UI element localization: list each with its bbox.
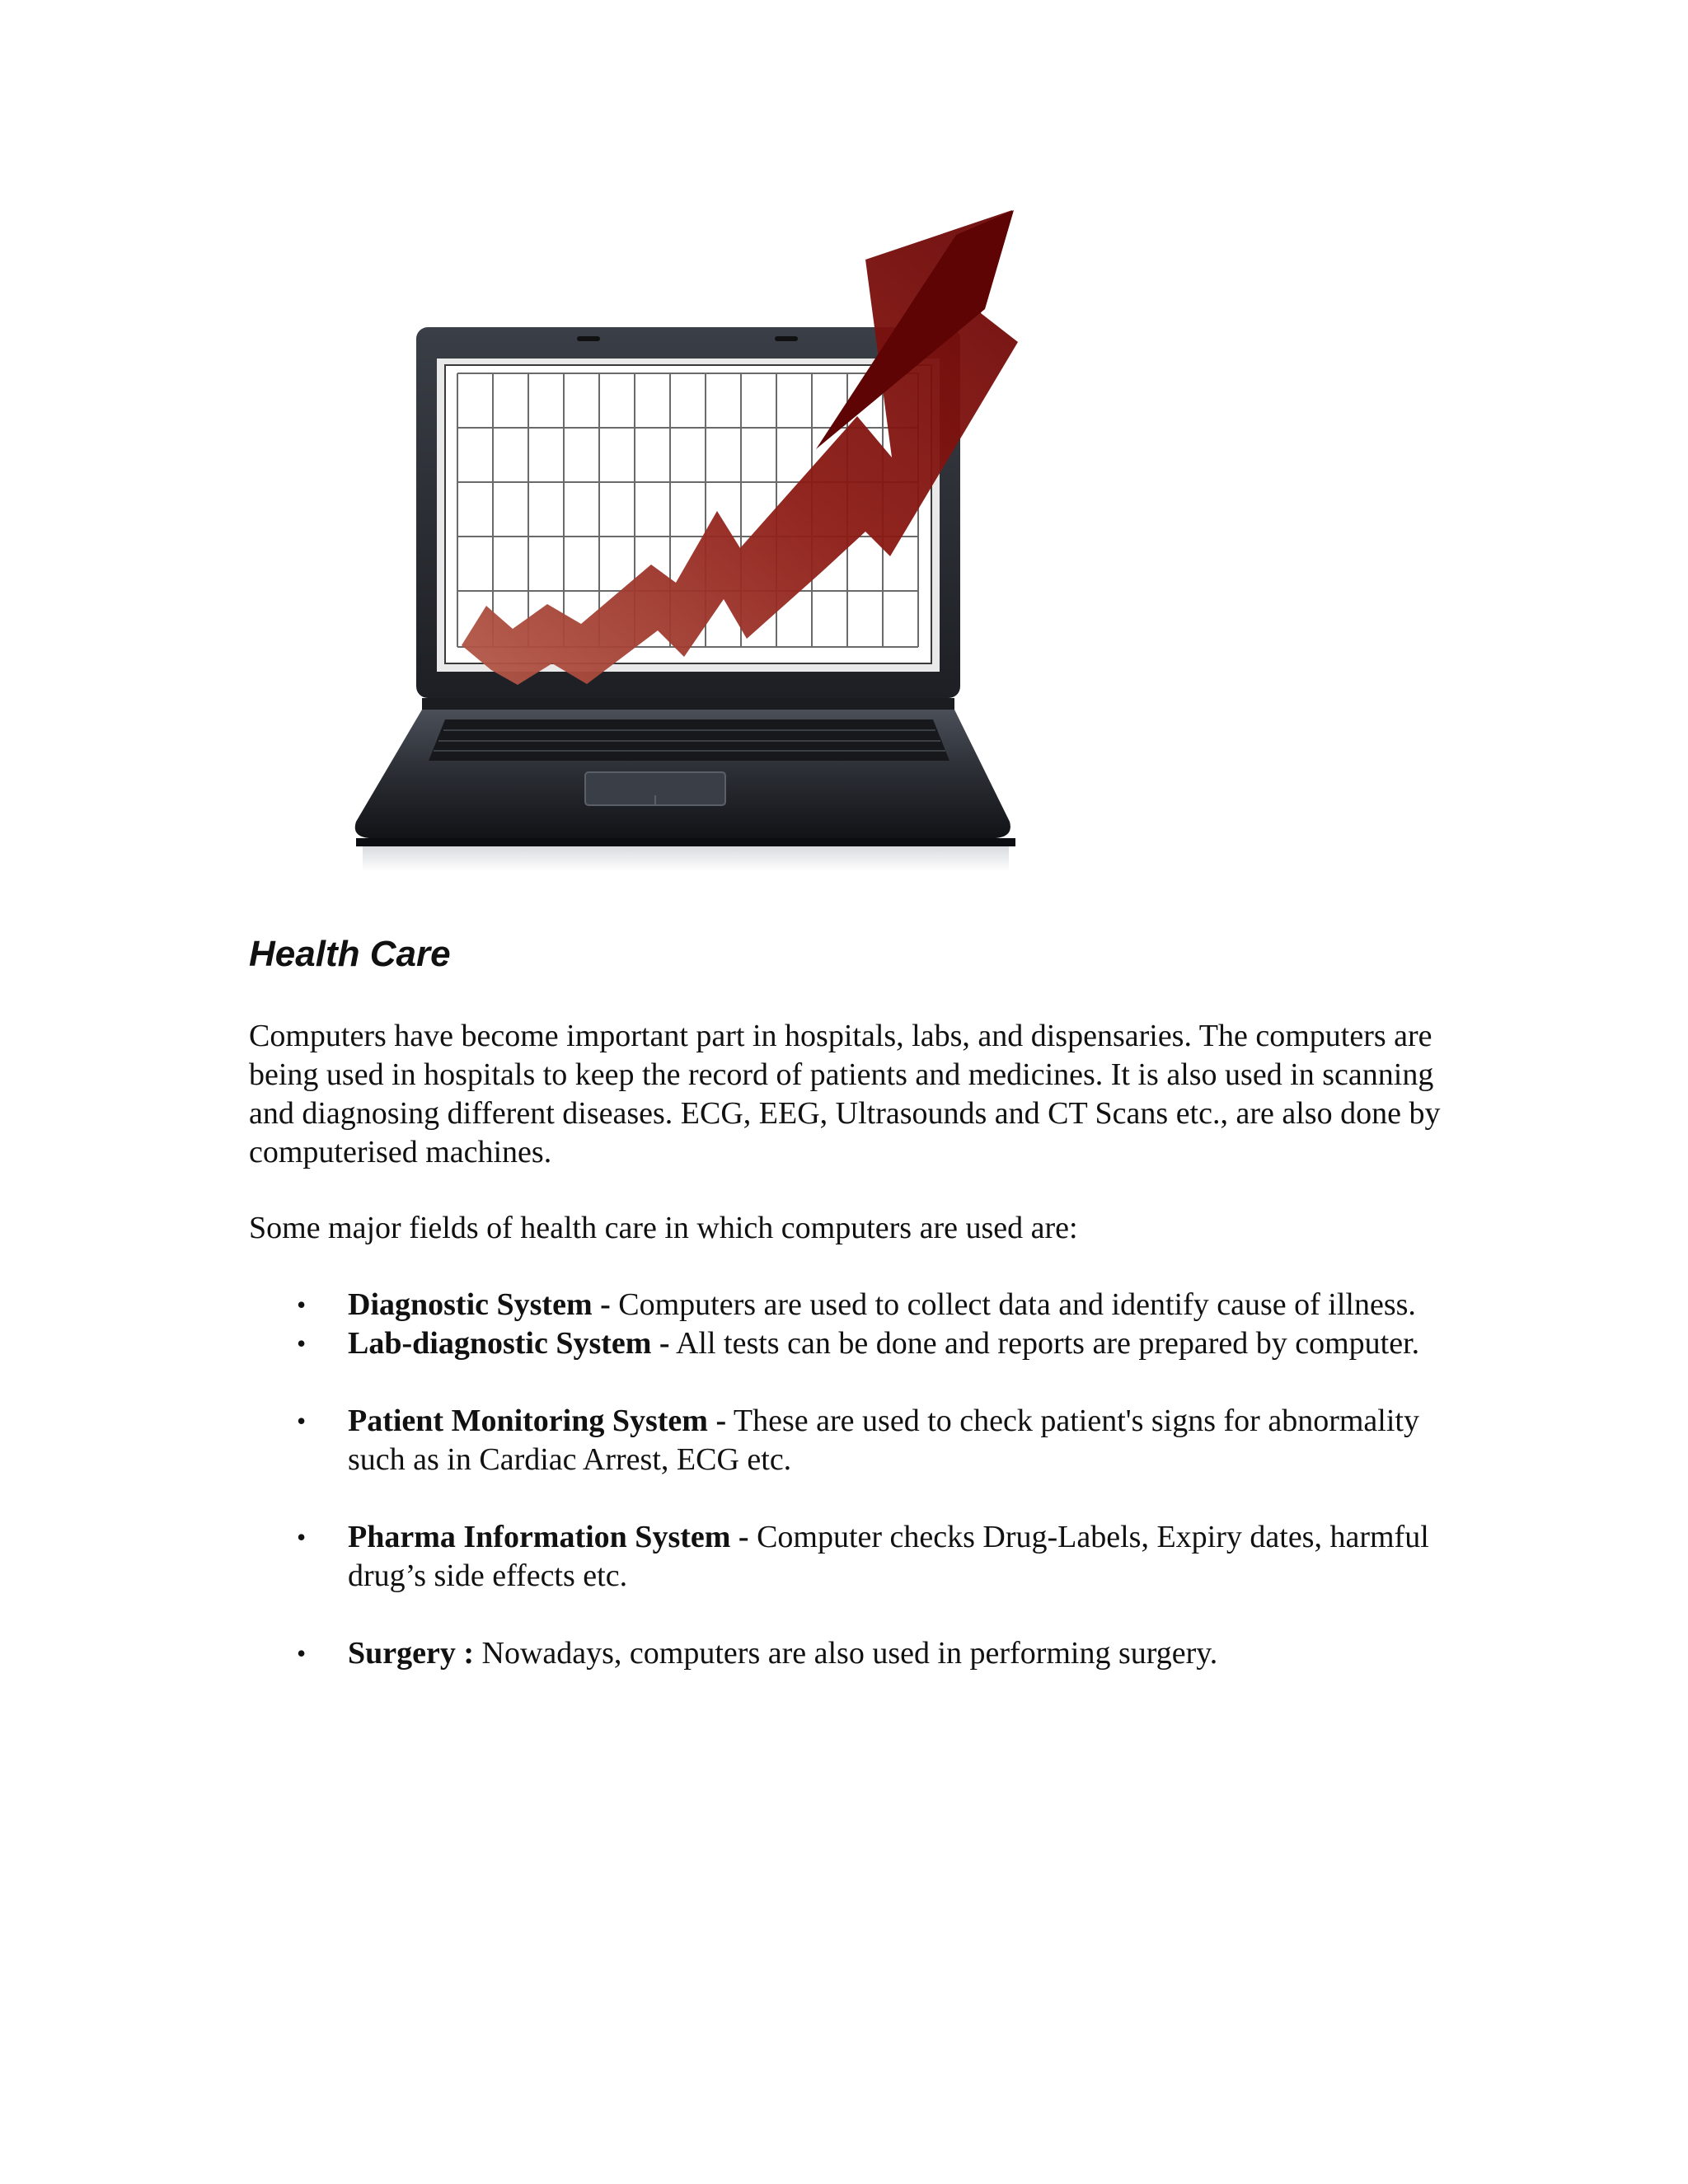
- field-name: Patient Monitoring System -: [348, 1404, 727, 1438]
- laptop-rising-chart-illustration: [330, 202, 1146, 886]
- laptop-chart-icon: [330, 202, 1146, 886]
- intro-paragraph: Computers have become important part in hospitals, labs, and dispensaries. The computers are being used in hospitals to keep the record of patients and medicines. It is also used in scanning and diagnosing different diseases. ECG, EEG, Ultrasounds and CT Scans etc., are also done by computerised machines.: [249, 1019, 1441, 1169]
- bullet-icon: •: [297, 1290, 307, 1319]
- bullet-icon: •: [297, 1329, 307, 1358]
- field-description: These are used to check patient's signs for abnormality such as in Cardiac Arrest, ECG etc.: [348, 1404, 1419, 1477]
- list-item: [249, 1402, 1452, 1479]
- list-item: [249, 1518, 1452, 1596]
- bullet-icon: •: [297, 1406, 307, 1436]
- field-description: All tests can be done and reports are prepared by computer.: [669, 1326, 1420, 1361]
- field-description: Computers are used to collect data and identify cause of illness.: [610, 1287, 1416, 1322]
- section-heading: Health Care: [249, 934, 451, 974]
- field-description: Computer checks Drug-Labels, Expiry dates, harmful drug’s side effects etc.: [348, 1520, 1429, 1593]
- field-name: Surgery :: [348, 1636, 475, 1671]
- field-name: Pharma Information System -: [348, 1520, 749, 1554]
- field-name: Lab-diagnostic System -: [348, 1326, 670, 1361]
- list-item: [249, 1634, 1452, 1673]
- fields-lead-paragraph: Some major fields of health care in which computers are used are:: [249, 1211, 1078, 1245]
- field-description: Nowadays, computers are also used in performing surgery.: [474, 1636, 1218, 1671]
- bullet-icon: •: [297, 1522, 307, 1552]
- field-name: Diagnostic System -: [348, 1287, 611, 1322]
- list-item: [249, 1286, 1452, 1324]
- health-care-fields-list: [249, 1286, 1452, 1673]
- bullet-icon: •: [297, 1638, 307, 1668]
- list-item: [249, 1324, 1452, 1363]
